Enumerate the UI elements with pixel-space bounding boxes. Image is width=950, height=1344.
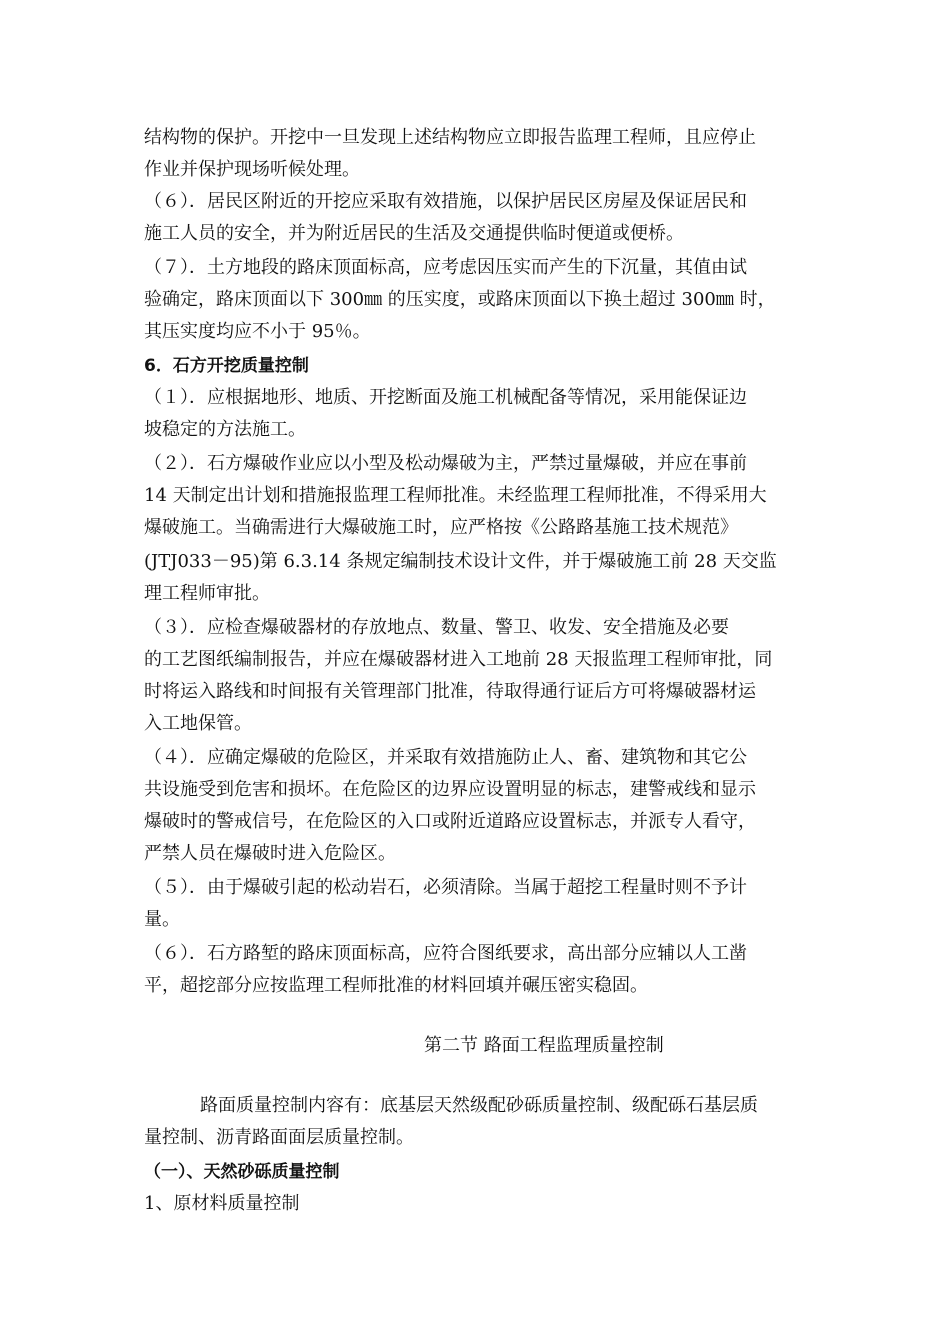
body-line: （６）．居民区附近的开挖应采取有效措施，以保护居民区房屋及保证居民和 [144,191,747,212]
body-line: 量。 [144,909,180,930]
body-line: 施工人员的安全，并为附近居民的生活及交通提供临时便道或便桥。 [144,223,684,244]
body-line: （１）．应根据地形、地质、开挖断面及施工机械配备等情况，采用能保证边 [144,387,747,408]
body-line: 作业并保护现场听候处理。 [144,159,360,180]
body-line: 的工艺图纸编制报告，并应在爆破器材进入工地前 28 天报监理工程师审批，同 [144,649,773,670]
body-line: (JTJ033－95)第 6.3.14 条规定编制技术设计文件，并于爆破施工前 28 天交监 [144,551,777,572]
body-line: 验确定，路床顶面以下 300㎜ 的压实度，或路床顶面以下换土超过 300㎜ 时， [144,289,776,310]
body-line: 14 天制定出计划和措施报监理工程师批准。未经监理工程师批准，不得采用大 [144,485,767,506]
item-heading: 1、原材料质量控制 [144,1193,300,1214]
body-line: 其压实度均应不小于 95％。 [144,321,371,342]
body-line: （５）．由于爆破引起的松动岩石，必须清除。当属于超挖工程量时则不予计 [144,877,747,898]
body-line: （３）．应检查爆破器材的存放地点、数量、警卫、收发、安全措施及必要 [144,617,729,638]
body-line: （６）．石方路堑的路床顶面标高，应符合图纸要求，高出部分应辅以人工凿 [144,943,747,964]
body-line: 严禁人员在爆破时进入危险区。 [144,843,396,864]
subsection-heading: 6．石方开挖质量控制 [144,356,309,376]
body-line: （２）．石方爆破作业应以小型及松动爆破为主，严禁过量爆破，并应在事前 [144,453,747,474]
body-line: 坡稳定的方法施工。 [144,419,306,440]
body-line: 入工地保管。 [144,713,252,734]
intro-line: 路面质量控制内容有：底基层天然级配砂砾质量控制、级配砾石基层质 [200,1095,758,1116]
section-title: 第二节 路面工程监理质量控制 [424,1035,664,1056]
body-line: （７）．土方地段的路床顶面标高，应考虑因压实而产生的下沉量，其值由试 [144,257,747,278]
body-line: 共设施受到危害和损坏。在危险区的边界应设置明显的标志，建警戒线和显示 [144,779,756,800]
body-line: 爆破施工。当确需进行大爆破施工时，应严格按《公路路基施工技术规范》 [144,517,738,538]
body-line: 爆破时的警戒信号，在危险区的入口或附近道路应设置标志，并派专人看守， [144,811,756,832]
body-line: 平，超挖部分应按监理工程师批准的材料回填并碾压密实稳固。 [144,975,648,996]
body-line: 理工程师审批。 [144,583,270,604]
subheading: （一）、天然砂砾质量控制 [144,1162,340,1182]
body-line: （４）．应确定爆破的危险区，并采取有效措施防止人、畜、建筑物和其它公 [144,747,747,768]
body-line: 结构物的保护。开挖中一旦发现上述结构物应立即报告监理工程师，且应停止 [144,127,756,148]
body-line: 时将运入路线和时间报有关管理部门批准，待取得通行证后方可将爆破器材运 [144,681,756,702]
intro-line: 量控制、沥青路面面层质量控制。 [144,1127,414,1148]
